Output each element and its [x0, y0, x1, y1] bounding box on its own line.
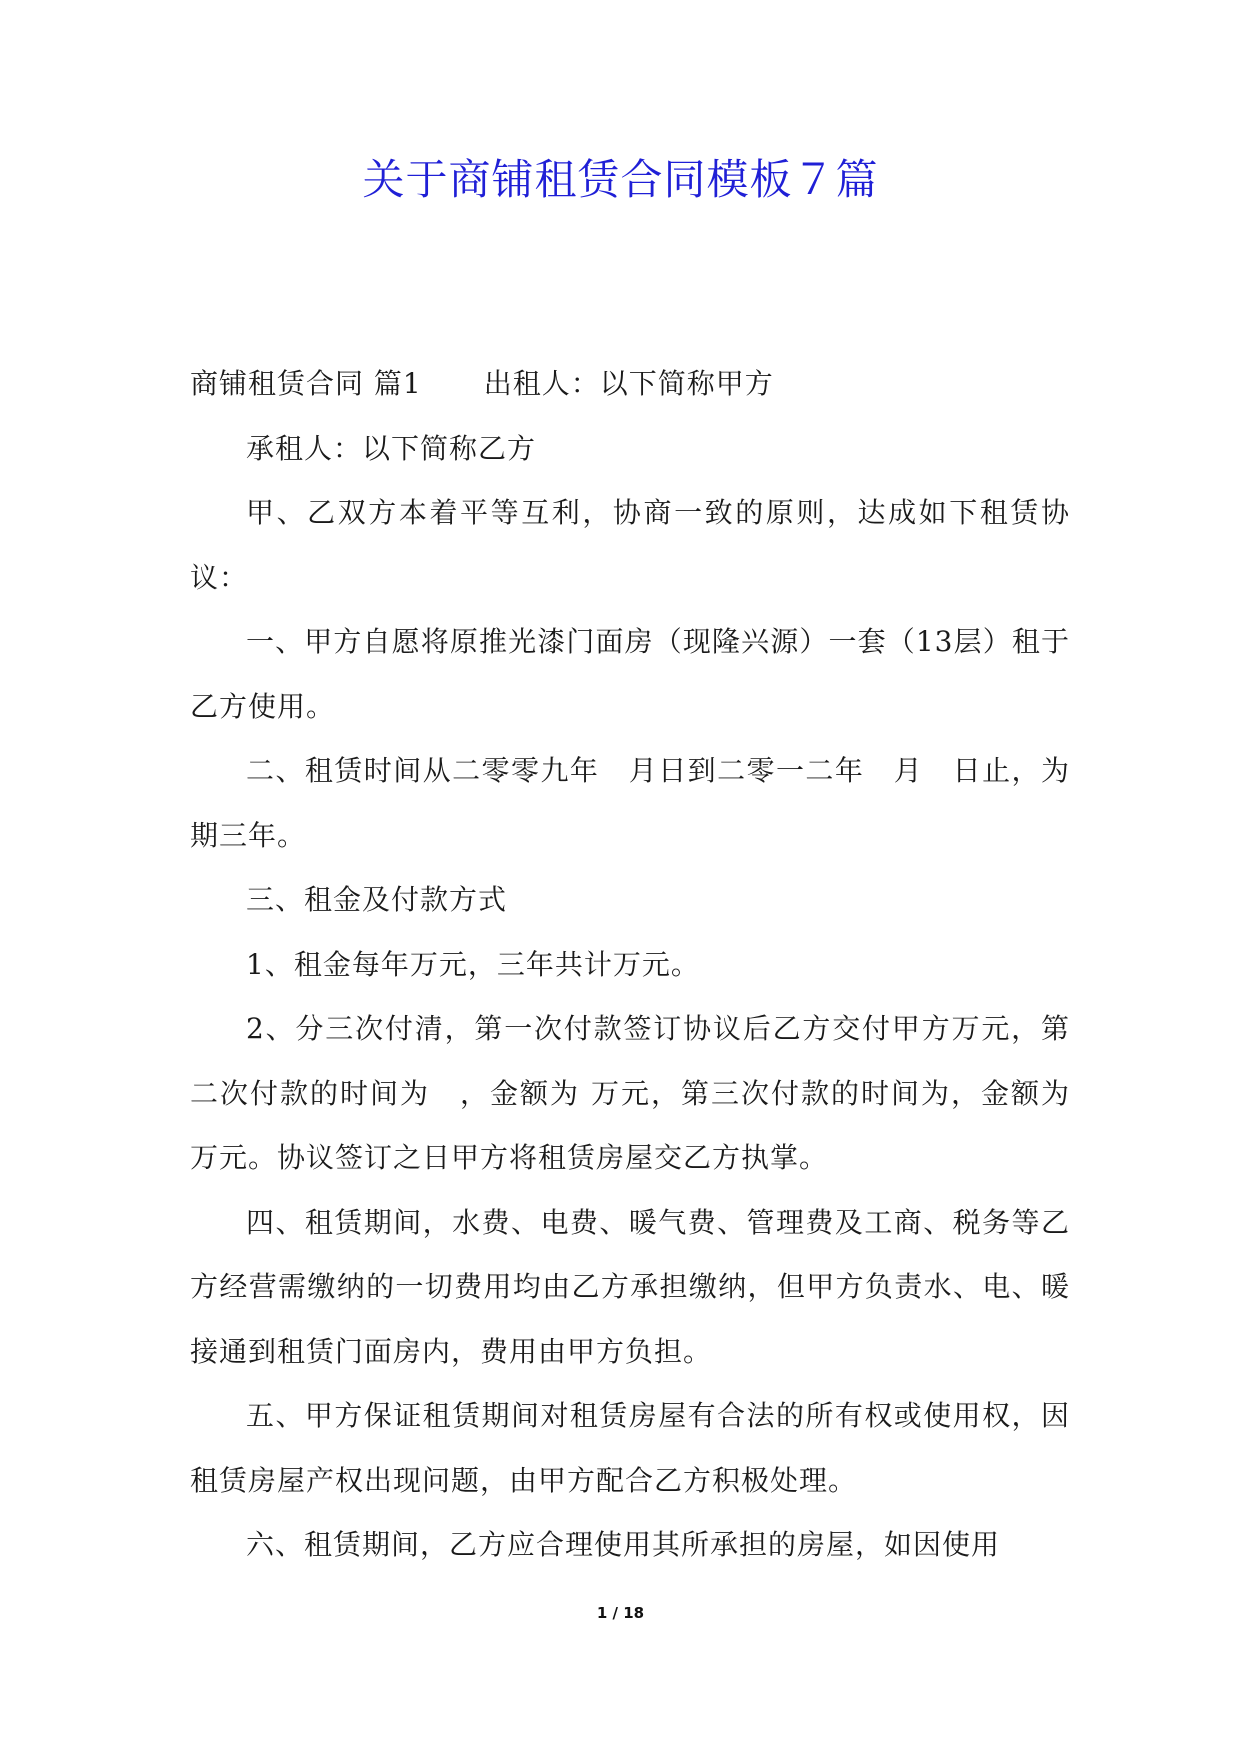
- paragraph-clause-6: 六、租赁期间，乙方应合理使用其所承担的房屋，如因使用: [246, 1528, 1001, 1561]
- page-number: 1 / 18: [596, 1604, 645, 1622]
- document-body: [190, 352, 1070, 1578]
- paragraph-clause-3-2: 2、分三次付清，第一次付款签订协议后乙方交付甲方万元，第二次付款的时间为 ，金额为 万元，第三次付款的时间为，金额为 万元。协议签订之日甲方将租赁房屋交乙方执掌。: [190, 1012, 1070, 1174]
- section-heading: [190, 352, 1070, 417]
- paragraph-clause-3-1: 1、租金每年万元，三年共计万元。: [246, 947, 700, 981]
- paragraph-clause-3: 三、租金及付款方式: [246, 883, 508, 916]
- paragraph-clause-5: 五、甲方保证租赁期间对租赁房屋有合法的所有权或使用权，因租赁房屋产权出现问题，由甲方配合乙方积极处理。: [190, 1399, 1070, 1497]
- paragraph-preamble: 甲、乙双方本着平等互利，协商一致的原则，达成如下租赁协议：: [190, 496, 1070, 594]
- paragraph-lessee: 承租人：以下简称乙方: [246, 431, 537, 465]
- section-heading-title: 商铺租赁合同 篇1: [190, 367, 422, 400]
- paragraph-clause-1: 一、甲方自愿将原推光漆门面房（现隆兴源）一套（13层）租于乙方使用。: [190, 625, 1070, 723]
- document-title: 关于商铺租赁合同模板７篇: [362, 155, 879, 204]
- paragraph-clause-4: 四、租赁期间，水费、电费、暖气费、管理费及工商、税务等乙方经营需缴纳的一切费用均由乙方承担缴纳，但甲方负责水、电、暖接通到租赁门面房内，费用由甲方负担。: [190, 1205, 1070, 1368]
- lessor-line: 出租人：以下简称甲方: [483, 367, 774, 400]
- paragraph-clause-2: 二、租赁时间从二零零九年 月日到二零一二年 月 日止，为期三年。: [190, 754, 1070, 852]
